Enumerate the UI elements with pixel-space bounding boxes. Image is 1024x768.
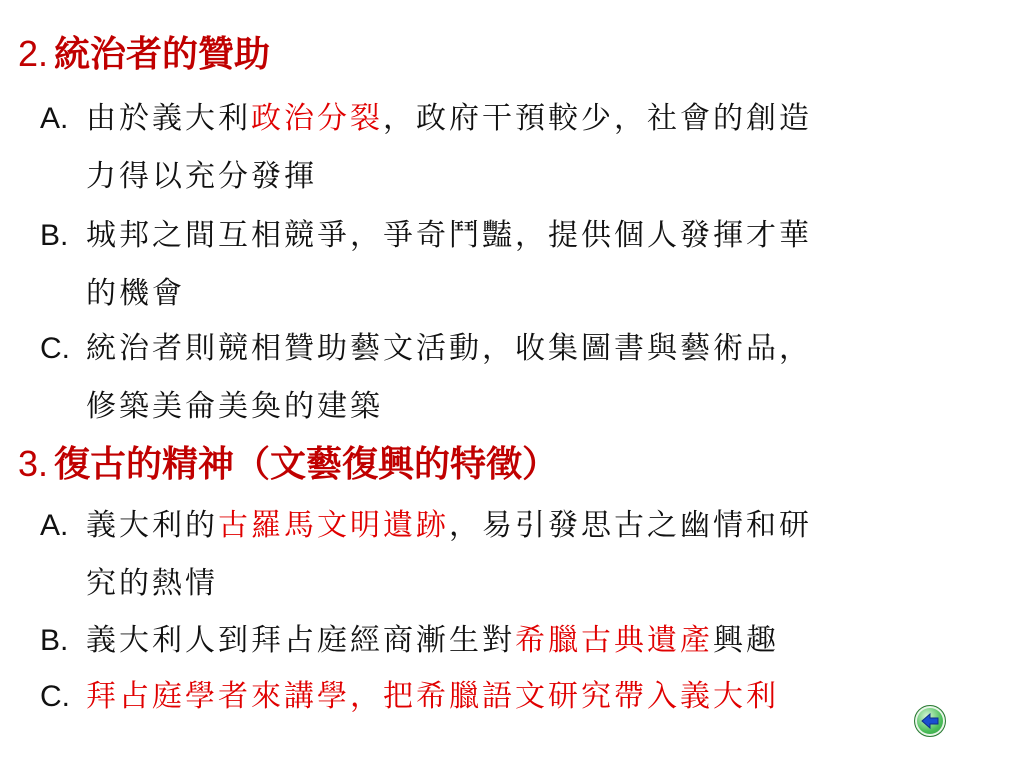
item-text: ，易引發思古之幽情和研 xyxy=(449,508,812,543)
section-3-number: 3. xyxy=(18,443,49,484)
item-continuation: 力得以充分發揮 xyxy=(86,159,317,194)
item-letter: A. xyxy=(40,509,69,542)
section-2-number: 2. xyxy=(18,33,49,74)
item-continuation: 的機會 xyxy=(86,276,185,311)
item-text: 興趣 xyxy=(713,623,779,658)
item-highlight: 政治分裂 xyxy=(251,101,383,136)
section-2-title: 統治者的贊助 xyxy=(54,33,271,75)
item-letter: B. xyxy=(40,624,69,657)
item-text: ，政府干預較少，社會的創造 xyxy=(383,101,812,136)
section-2-item-c xyxy=(40,320,970,436)
section-3-title: 復古的精神（文藝復興的特徵） xyxy=(54,443,559,485)
item-text: 義大利人到拜占庭經商漸生對 xyxy=(86,623,515,658)
item-highlight: 古羅馬文明遺跡 xyxy=(218,508,449,543)
item-continuation: 究的熱情 xyxy=(86,566,218,601)
item-highlight: 希臘古典遺產 xyxy=(515,623,713,658)
section-3-item-b xyxy=(40,612,970,670)
section-2-heading xyxy=(18,32,270,76)
item-letter: A. xyxy=(40,102,69,135)
item-continuation: 修築美侖美奐的建築 xyxy=(86,389,383,424)
item-text: 城邦之間互相競爭，爭奇鬥豔，提供個人發揮才華 xyxy=(86,218,812,253)
item-text: 義大利的 xyxy=(86,508,218,543)
section-3-item-a xyxy=(40,497,970,613)
section-2-item-b xyxy=(40,207,970,323)
item-text: 統治者則競相贊助藝文活動，收集圖書與藝術品， xyxy=(86,331,812,366)
item-letter: C. xyxy=(40,680,70,713)
section-3-heading xyxy=(18,442,558,486)
item-letter: B. xyxy=(40,219,69,252)
section-3-item-c xyxy=(40,668,970,726)
item-text: 由於義大利 xyxy=(86,101,251,136)
section-2-item-a xyxy=(40,90,970,206)
item-letter: C. xyxy=(40,332,70,365)
back-button[interactable] xyxy=(914,705,946,737)
back-arrow-icon xyxy=(921,713,939,729)
item-highlight: 拜占庭學者來講學，把希臘語文研究帶入義大利 xyxy=(86,679,779,714)
